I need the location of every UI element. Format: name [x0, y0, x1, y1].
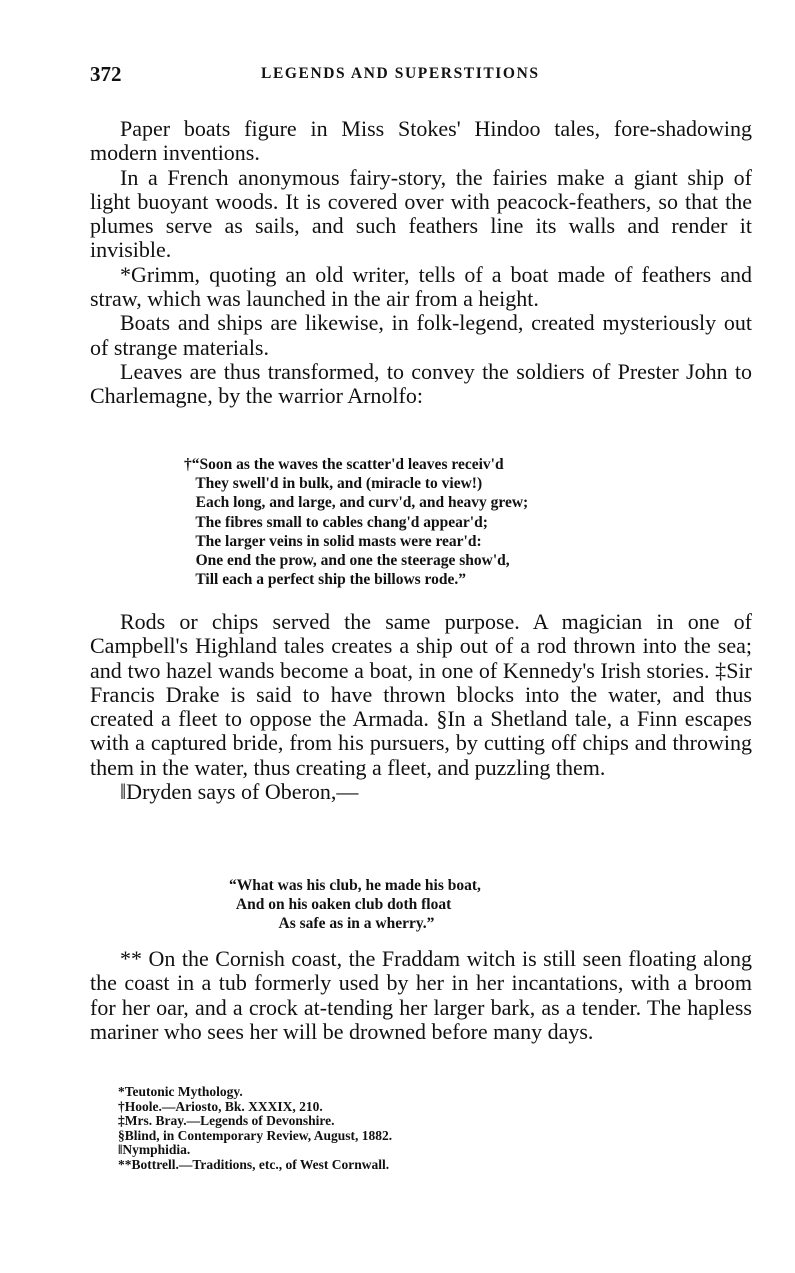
verse-line: And on his oaken club doth float [229, 896, 452, 914]
verse-line: Till each a perfect ship the billows rode.” [184, 571, 467, 589]
verse-ariosto-quote [184, 455, 528, 589]
page-number: 372 [90, 62, 122, 86]
paragraph: ‖Dryden says of Oberon,— [120, 779, 359, 805]
paragraph: Paper boats figure in Miss Stokes' Hindoo tales, fore-shadowing modern inventions. [90, 116, 752, 166]
footnote: §Blind, in Contemporary Review, August, 1882. [118, 1127, 393, 1143]
verse-line: “What was his club, he made his boat, [229, 877, 481, 894]
page-header [90, 62, 750, 92]
paragraph: Leaves are thus transformed, to convey the soldiers of Prester John to Charlemagne, by the warrior Arnolfo: [90, 358, 752, 409]
running-title: LEGENDS AND SUPERSTITIONS [261, 65, 540, 82]
footnote: ‡Mrs. Bray.—Legends of Devonshire. [118, 1113, 335, 1128]
section-fraddam-witch [90, 947, 752, 1044]
verse-line: The larger veins in solid masts were rear'd: [184, 532, 482, 550]
paragraph: Boats and ships are likewise, in folk-legend, created mysteriously out of strange materials. [90, 310, 752, 360]
paragraph: ** On the Cornish coast, the Fraddam witch is still seen floating along the coast in a tub formerly used by her in her incantations, with a broom for her oar, and a crock at-tending her larger bark, as a tender. The hapless mariner who sees her will be drowned before many days. [90, 946, 752, 1044]
section-rods-and-chips [90, 610, 752, 804]
verse-line: One end the prow, and one the steerage show'd, [184, 552, 510, 570]
verse-line: They swell'd in bulk, and (miracle to view!) [184, 475, 483, 493]
verse-line: Each long, and large, and curv'd, and heavy grew; [184, 494, 529, 512]
section-paper-boats [90, 117, 752, 409]
paragraph: In a French anonymous fairy-story, the fairies make a giant ship of light buoyant woods. It is covered over with peacock-feathers, so that the plumes serve as sails, and such feathers line its walls and render it invisible. [90, 164, 752, 263]
verse-dryden-quote [229, 876, 481, 934]
paragraph: Rods or chips served the same purpose. A magician in one of Campbell's Highland tales creates a ship out of a rod thrown into the sea; and two hazel wands become a boat, in one of Kennedy's Irish stories. ‡Sir Francis Drake is said to have thrown blocks into the water, and thus created a fleet to oppose the Armada. §In a Shetland tale, a Finn escapes with a captured bride, from his pursuers, by cutting off chips and throwing them in the water, thus creating a fleet, and puzzling them. [90, 609, 752, 780]
verse-line: The fibres small to cables chang'd appear'd; [184, 513, 488, 531]
verse-line: As safe as in a wherry.” [229, 915, 435, 933]
footnote: ‖Nymphidia. [118, 1142, 191, 1157]
paragraph: *Grimm, quoting an old writer, tells of a boat made of feathers and straw, which was launched in the air from a height. [90, 261, 752, 312]
verse-line: †“Soon as the waves the scatter'd leaves receiv'd [184, 456, 504, 473]
footnote: **Bottrell.—Traditions, etc., of West Cornwall. [118, 1156, 390, 1172]
footnotes [118, 1085, 392, 1172]
footnote: *Teutonic Mythology. [118, 1084, 243, 1099]
footnote: †Hoole.—Ariosto, Bk. XXXIX, 210. [118, 1098, 323, 1114]
